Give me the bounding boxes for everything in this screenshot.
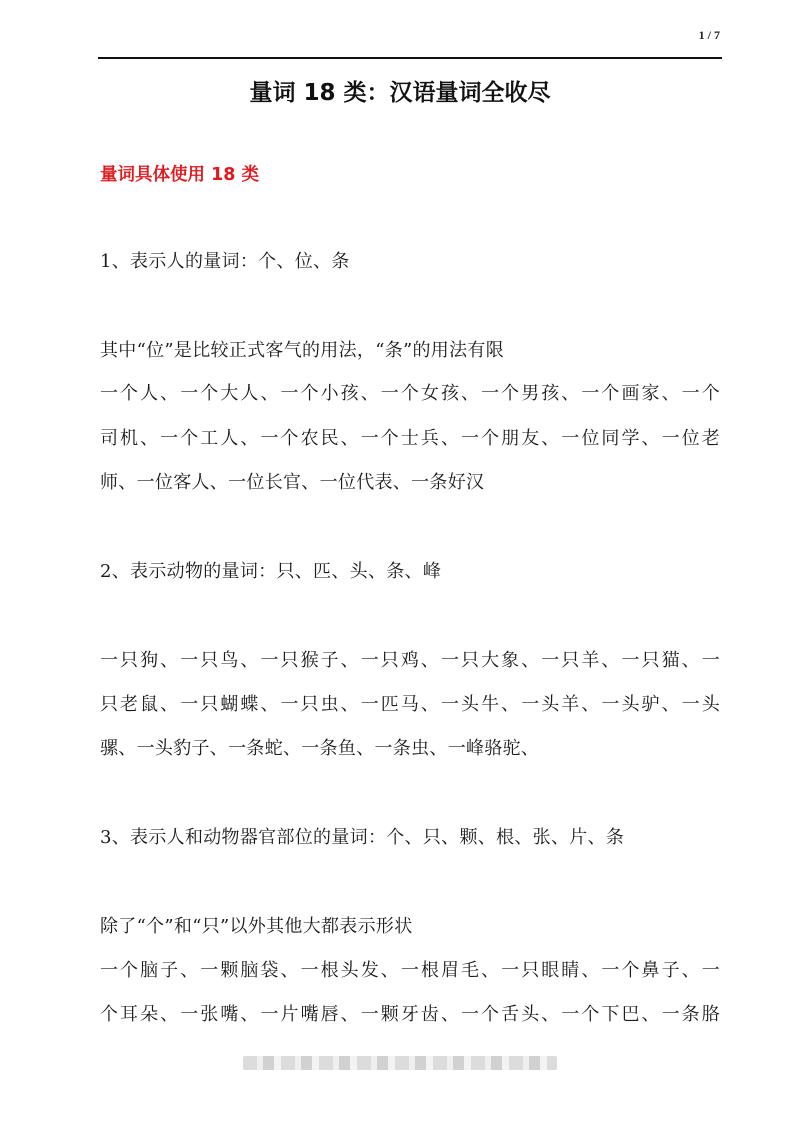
category-3-heading: 3、表示人和动物器官部位的量词：个、只、颗、根、张、片、条 xyxy=(100,827,625,848)
category-1-note: 其中“位”是比较正式客气的用法，“条”的用法有限 xyxy=(100,340,505,361)
category-3-examples-line-1: 一个脑子、一颗脑袋、一根头发、一根眉毛、一只眼睛、一个鼻子、一 xyxy=(100,960,720,981)
category-2-examples-line-2: 只老鼠、一只蝴蝶、一只虫、一匹马、一头牛、一头羊、一头驴、一头 xyxy=(100,694,720,715)
category-1-heading: 1、表示人的量词：个、位、条 xyxy=(100,251,350,272)
category-1-examples-line-2: 司机、一个工人、一个农民、一个士兵、一个朋友、一位同学、一位老 xyxy=(100,428,720,449)
category-1-examples-line-1: 一个人、一个大人、一个小孩、一个女孩、一个男孩、一个画家、一个 xyxy=(100,383,720,404)
page-number: 1 / 7 xyxy=(698,28,720,42)
category-3-examples-line-2: 个耳朵、一张嘴、一片嘴唇、一颗牙齿、一个舌头、一个下巴、一条胳 xyxy=(100,1004,720,1025)
category-2-examples-line-3: 骡、一头豹子、一条蛇、一条鱼、一条虫、一峰骆驼、 xyxy=(100,738,540,759)
blurred-watermark xyxy=(243,1056,557,1070)
section-heading: 量词具体使用 18 类 xyxy=(100,165,260,185)
document-title: 量词 18 类：汉语量词全收尽 xyxy=(249,80,551,106)
category-3-note: 除了“个”和“只”以外其他大都表示形状 xyxy=(100,916,413,937)
header-rule xyxy=(98,57,722,59)
category-2-heading: 2、表示动物的量词：只、匹、头、条、峰 xyxy=(100,561,442,582)
category-1-examples-line-3: 师、一位客人、一位长官、一位代表、一条好汉 xyxy=(100,472,485,493)
category-2-examples-line-1: 一只狗、一只鸟、一只猴子、一只鸡、一只大象、一只羊、一只猫、一 xyxy=(100,650,720,671)
